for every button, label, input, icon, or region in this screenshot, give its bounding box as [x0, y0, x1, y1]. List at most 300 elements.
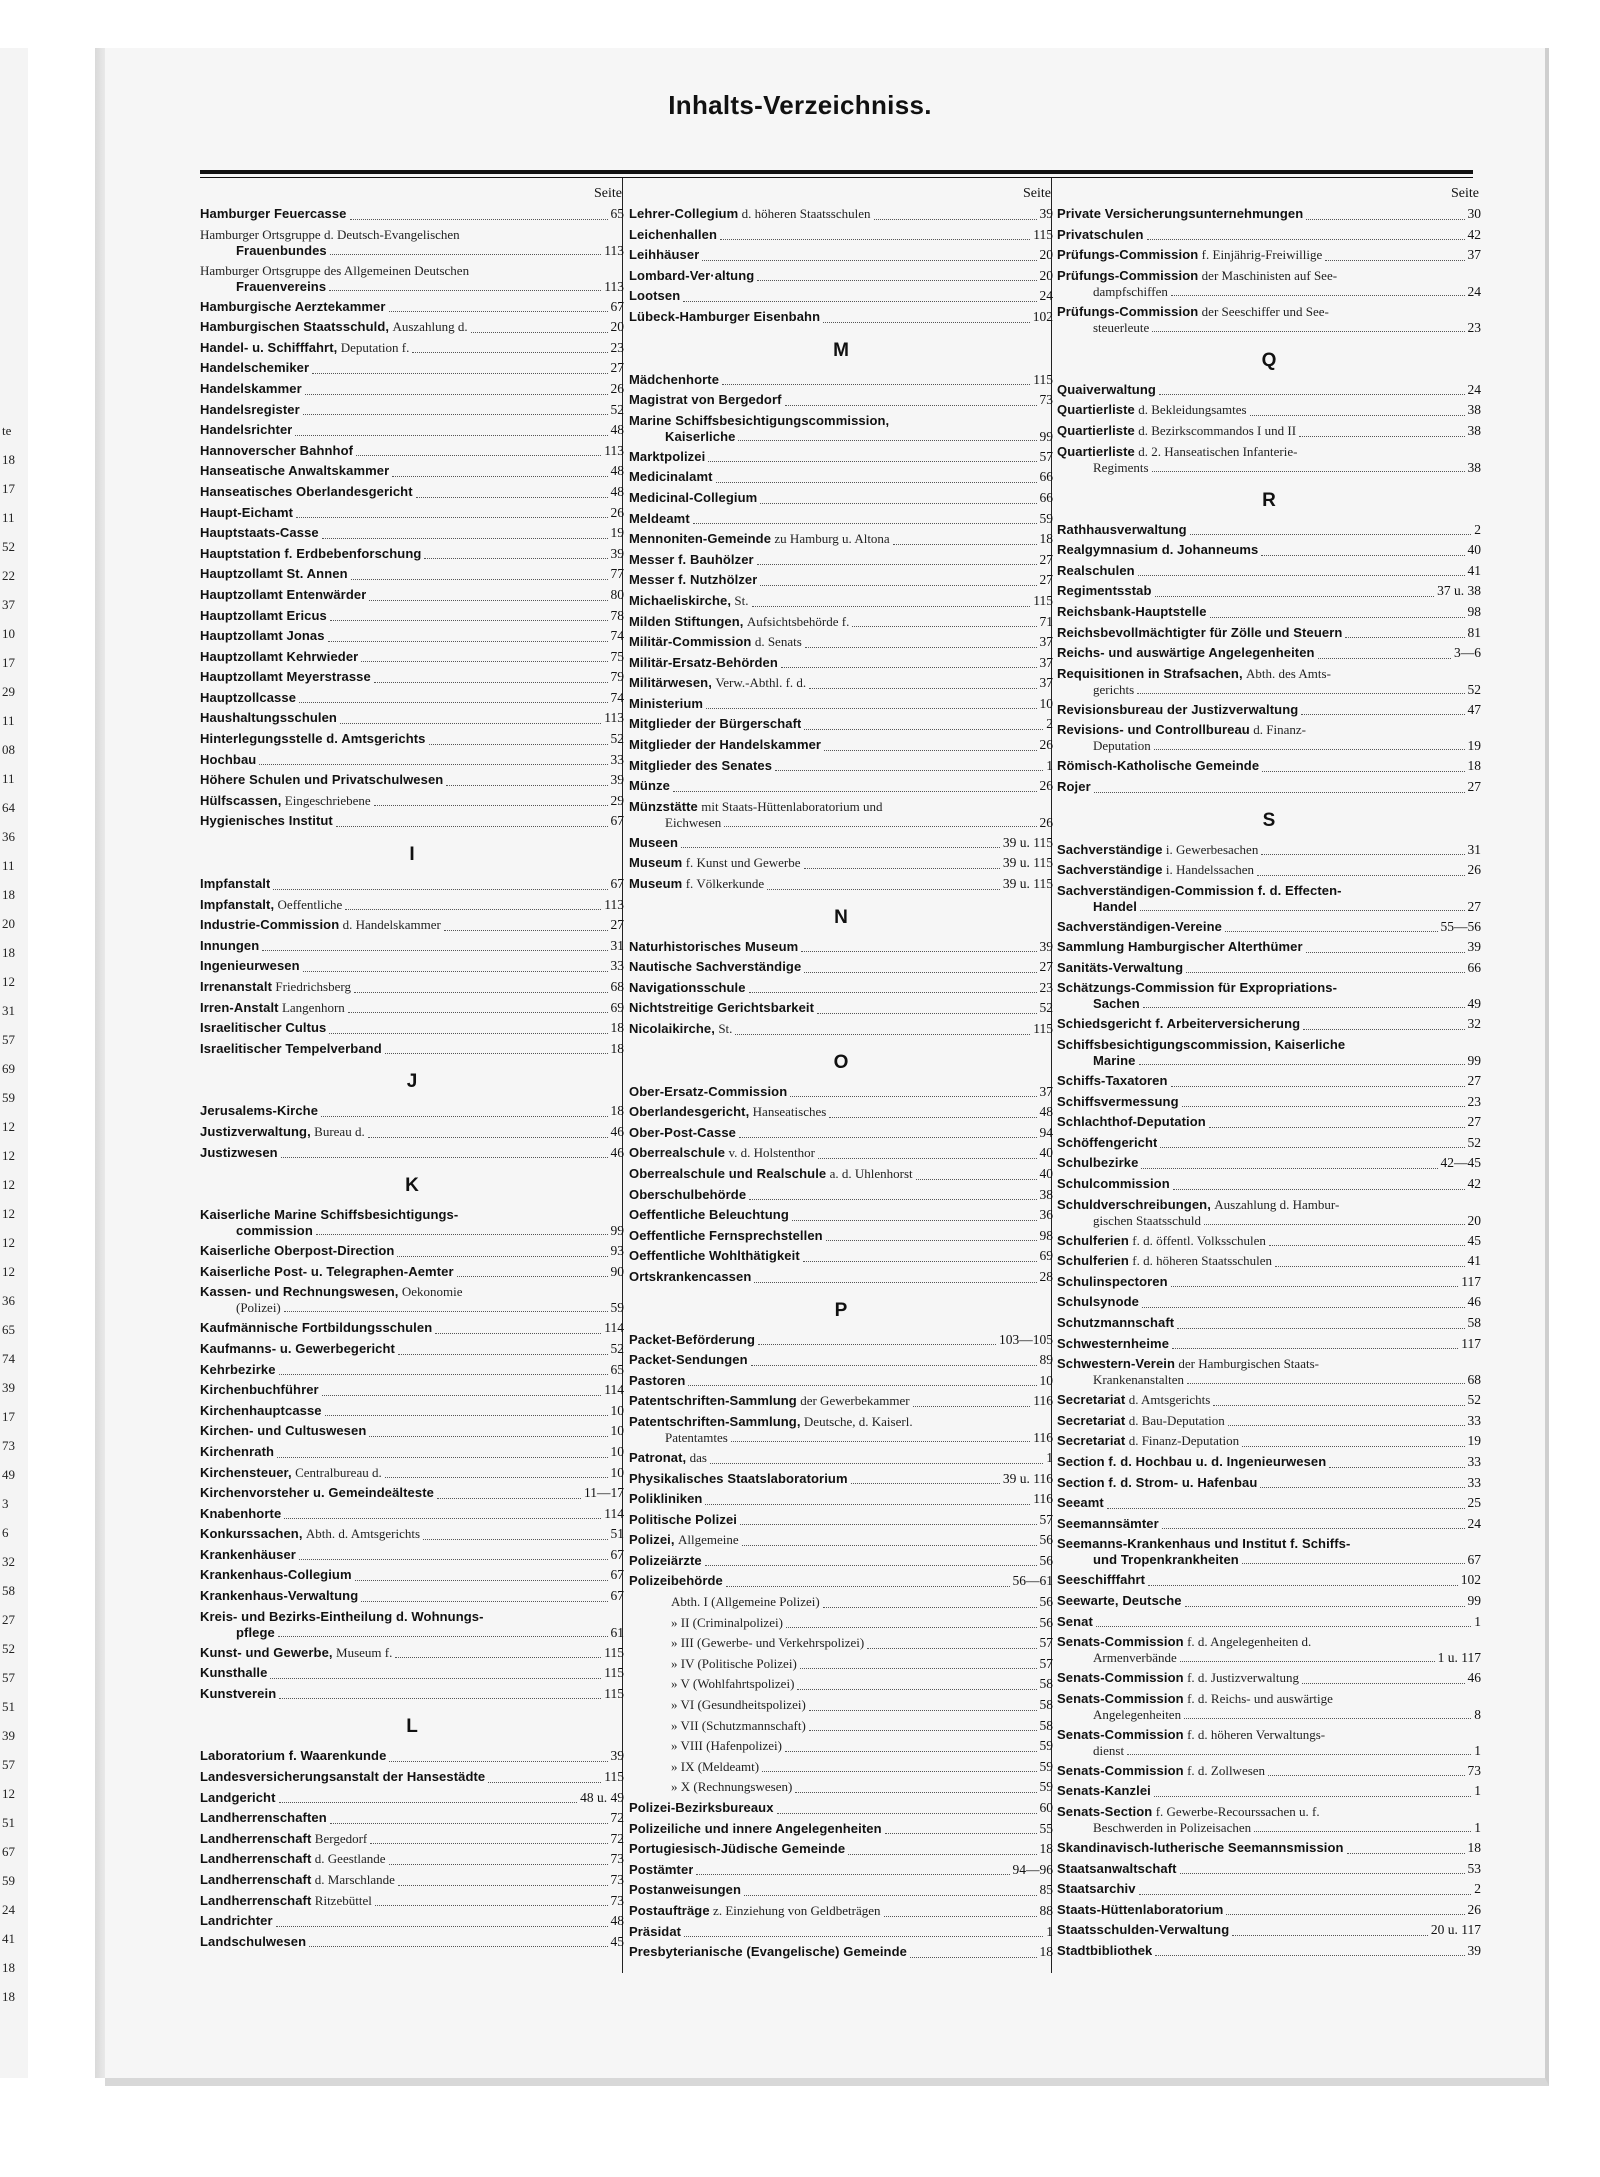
- margin-number: 73: [2, 1438, 15, 1453]
- index-entry: [200, 626, 624, 647]
- margin-number: 59: [2, 1873, 15, 1888]
- entry-detail: » III (Gewerbe- und Verkehrspolizei): [671, 1635, 865, 1651]
- entry-text: [1057, 1493, 1104, 1514]
- index-entry: [629, 673, 1053, 694]
- page-number: 11—17: [584, 1485, 624, 1501]
- dot-leader: [435, 1333, 601, 1334]
- entry-detail: d. Geestlande: [314, 1851, 386, 1867]
- index-entry: [1057, 1195, 1481, 1231]
- index-entry: [200, 1101, 624, 1122]
- entry-detail: dienst: [1093, 1742, 1125, 1758]
- index-entry: [1057, 1570, 1481, 1591]
- dot-leader: [374, 682, 608, 683]
- entry-keyword: Oeffentliche Fernsprechstellen: [629, 1227, 823, 1243]
- entry-line-2: [1057, 682, 1481, 698]
- dot-leader: [1242, 1446, 1464, 1447]
- margin-number: 31: [2, 1003, 15, 1018]
- entry-detail: Deputation f.: [340, 339, 410, 355]
- entry-keyword: Leichenhallen: [629, 226, 717, 242]
- entry-detail: i. Handelssachen: [1165, 862, 1255, 878]
- entry-text: [200, 564, 348, 585]
- entry-keyword: Höhere Schulen und Privatschulwesen: [200, 772, 444, 788]
- entry-line-1: [1057, 1727, 1481, 1743]
- entry-line-2: [1057, 1743, 1481, 1759]
- dot-leader: [760, 503, 1036, 504]
- page-number: 59: [610, 1300, 624, 1316]
- index-entry: [200, 1442, 624, 1463]
- index-entry: [1057, 1802, 1481, 1838]
- dot-leader: [1094, 792, 1465, 793]
- entry-keyword: Museum: [629, 855, 683, 871]
- section-letter: Q: [1261, 349, 1277, 371]
- page-number: 114: [604, 1320, 624, 1336]
- entry-text: [1057, 1859, 1177, 1880]
- entry-text: [1057, 540, 1258, 561]
- page-number: 47: [1467, 701, 1481, 717]
- page-number: 115: [1033, 1021, 1053, 1036]
- dot-leader: [1152, 331, 1464, 332]
- page-number: 10: [610, 1423, 624, 1439]
- dot-leader: [705, 1565, 1037, 1566]
- entry-detail: Hamburger Ortsgruppe des Allgemeinen Deutschen: [200, 262, 470, 278]
- entry-keyword: Militärwesen,: [629, 675, 712, 691]
- index-entry: [629, 1391, 1053, 1412]
- entry-text: [1057, 1431, 1239, 1452]
- entry-keyword: Kreis- und Bezirks-Eintheilung d. Wohnungs-: [200, 1608, 484, 1624]
- index-entry: [1057, 266, 1481, 302]
- dot-leader: [299, 702, 607, 703]
- index-entry: [629, 1469, 1053, 1490]
- entry-text: [200, 1767, 485, 1788]
- entry-line-2: [200, 243, 624, 259]
- entry-detail: gischen Staatsschuld: [1093, 1212, 1201, 1228]
- entry-detail: z. Einziehung von Geldbeträgen: [713, 1902, 881, 1918]
- index-entry: [629, 1571, 1053, 1592]
- entry-keyword: Hauptzollamt Ericus: [200, 607, 327, 623]
- dot-leader: [330, 620, 608, 621]
- dot-leader: [412, 352, 607, 353]
- dot-leader: [444, 930, 608, 931]
- page-number: 2: [1474, 1881, 1481, 1897]
- margin-number: 17: [2, 481, 15, 496]
- entry-text: [200, 1643, 392, 1664]
- dot-leader: [893, 544, 1037, 545]
- entry-keyword: Frauenbundes: [236, 242, 327, 258]
- entry-text: [629, 1391, 910, 1412]
- entry-detail: f. Kunst und Gewerbe: [685, 855, 801, 871]
- entry-text: [1057, 1411, 1225, 1432]
- dot-leader: [797, 1689, 1036, 1690]
- section-letter: N: [834, 906, 848, 928]
- index-entry: [200, 1607, 624, 1643]
- index-entry: [1057, 840, 1481, 861]
- index-entry: [629, 1654, 1053, 1675]
- entry-text: [200, 204, 347, 225]
- entry-keyword: Physikalisches Staatslaboratorium: [629, 1470, 848, 1486]
- entry-keyword: Kirchensteuer,: [200, 1464, 292, 1480]
- entry-keyword: Kirchenrath: [200, 1443, 275, 1459]
- page-number: 27: [1467, 1073, 1481, 1089]
- entry-keyword: Kunst- und Gewerbe,: [200, 1644, 333, 1660]
- entry-keyword: Ortskrankencassen: [629, 1268, 752, 1284]
- entry-keyword: Milden Stiftungen,: [629, 613, 744, 629]
- entry-keyword: Industrie-Commission: [200, 917, 340, 933]
- page-number: 46: [610, 1123, 624, 1139]
- page-number: 27: [1039, 959, 1053, 975]
- entry-detail: » VI (Gesundheitspolizei): [671, 1697, 806, 1713]
- entry-text: [629, 937, 798, 958]
- entry-keyword: Schulcommission: [1057, 1176, 1170, 1192]
- page-number: 59: [1039, 1779, 1053, 1795]
- entry-text: [200, 1483, 434, 1504]
- entry-keyword: Lehrer-Collegium: [629, 206, 739, 221]
- entry-text: [629, 1510, 737, 1531]
- dot-leader: [1261, 854, 1464, 855]
- dot-leader: [818, 1158, 1037, 1159]
- entry-text: [629, 612, 849, 633]
- page-number: 102: [1032, 308, 1053, 324]
- page-number: 26: [1467, 1901, 1481, 1917]
- dot-leader: [804, 729, 1043, 730]
- entry-text: [629, 1123, 736, 1144]
- entry-keyword: Hinterlegungsstelle d. Amtsgerichts: [200, 731, 426, 747]
- index-entry: [1057, 1689, 1481, 1725]
- entry-keyword: Mitglieder der Handelskammer: [629, 737, 822, 753]
- page-number: 52: [1467, 1134, 1481, 1150]
- index-entry: [629, 1102, 1053, 1123]
- page-number: 117: [1461, 1335, 1481, 1351]
- index-entry: [1057, 1112, 1481, 1133]
- entry-keyword: Haupt-Eichamt: [200, 504, 294, 520]
- dot-leader: [1138, 575, 1465, 576]
- entry-keyword: Sachverständige: [1057, 841, 1163, 857]
- dot-leader: [279, 1802, 578, 1803]
- entry-text: [200, 811, 333, 832]
- entry-text: [1057, 204, 1303, 225]
- entry-detail: v. d. Holstenthor: [728, 1145, 815, 1161]
- page-number: 48: [610, 422, 624, 438]
- entry-keyword: Requisitionen in Strafsachen,: [1057, 665, 1243, 681]
- page-number: 26: [1039, 778, 1053, 794]
- entry-text: [629, 488, 757, 509]
- entry-detail: d. Marschlande: [314, 1872, 395, 1887]
- page-number: 74: [610, 689, 624, 705]
- dot-leader: [683, 301, 1036, 302]
- dot-leader: [259, 764, 607, 765]
- dot-leader: [1306, 952, 1465, 953]
- entry-detail: d. 2. Hanseatischen Infanterie-: [1138, 443, 1298, 459]
- entry-keyword: Militär-Commission: [629, 634, 752, 650]
- page-number: 57: [1039, 1511, 1053, 1527]
- dot-leader: [1325, 260, 1464, 261]
- entry-line-2: [1057, 284, 1481, 300]
- entry-keyword: Schwesternheime: [1057, 1335, 1170, 1351]
- index-entry: [200, 1122, 624, 1143]
- entry-keyword: Sachverständigen-Vereine: [1057, 918, 1222, 934]
- entry-keyword: Quartierliste: [1057, 402, 1135, 418]
- dot-leader: [398, 1354, 608, 1355]
- index-entry: [200, 1360, 624, 1381]
- dot-leader: [716, 482, 1037, 483]
- entry-line-1: [629, 1414, 1053, 1430]
- index-entry: [200, 1891, 624, 1912]
- entry-keyword: Irrenanstalt: [200, 979, 273, 994]
- page-number: 113: [604, 242, 624, 258]
- page-number: 18: [1039, 1944, 1053, 1960]
- margin-number: 24: [2, 1902, 15, 1917]
- index-entry: [200, 1767, 624, 1788]
- page-number: 93: [610, 1243, 624, 1259]
- page-number: 68: [1467, 1372, 1481, 1388]
- dot-leader: [429, 744, 608, 745]
- page-number: 88: [1039, 1902, 1053, 1918]
- index-entry: [1057, 1071, 1481, 1092]
- index-entry: [629, 612, 1053, 633]
- entry-text: [1057, 1133, 1157, 1154]
- entry-keyword: Postaufträge: [629, 1902, 710, 1918]
- dot-leader: [874, 219, 1037, 220]
- entry-detail: Eingeschriebene: [284, 792, 371, 808]
- margin-number: 52: [2, 539, 15, 554]
- index-entry: [629, 1901, 1053, 1922]
- index-entry: [200, 956, 624, 977]
- entry-keyword: Reichsbank-Hauptstelle: [1057, 603, 1207, 619]
- entry-keyword: pflege: [236, 1624, 275, 1640]
- entry-keyword: Oberschulbehörde: [629, 1186, 747, 1202]
- entry-keyword: Senats-Commission: [1057, 1670, 1184, 1686]
- dot-leader: [801, 951, 1036, 952]
- dot-leader: [356, 455, 601, 456]
- entry-text: [200, 1891, 372, 1912]
- dot-leader: [749, 992, 1037, 993]
- page-number: 115: [1033, 226, 1053, 242]
- entry-text: [629, 776, 670, 797]
- entry-keyword: Laboratorium f. Waarenkunde: [200, 1748, 387, 1764]
- index-entry: [1057, 1092, 1481, 1113]
- page-number: 58: [1039, 1717, 1053, 1733]
- dot-leader: [1187, 1383, 1465, 1384]
- index-entry: [1057, 1452, 1481, 1473]
- dot-leader: [1141, 1168, 1437, 1169]
- dot-leader: [724, 826, 1036, 827]
- dot-leader: [852, 626, 1036, 627]
- index-entry: [629, 1267, 1053, 1288]
- entry-text: [629, 1942, 907, 1963]
- page-number: 10: [1039, 1372, 1053, 1388]
- entry-detail: d. Bau-Deputation: [1128, 1412, 1225, 1428]
- index-entry: [629, 1674, 1053, 1695]
- entry-text: [1057, 1313, 1174, 1334]
- page-number: 115: [604, 1769, 624, 1785]
- index-column-2: [629, 184, 1053, 1963]
- entry-text: [1057, 400, 1247, 421]
- dot-leader: [693, 523, 1037, 524]
- entry-keyword: Prüfungs-Commission: [1057, 303, 1199, 319]
- entry-text: [200, 544, 421, 565]
- section-letter: K: [405, 1175, 419, 1197]
- entry-text: [629, 853, 801, 874]
- seite-header: Seite: [1451, 186, 1479, 201]
- entry-text: [200, 400, 300, 421]
- dot-leader: [389, 1761, 607, 1762]
- entry-keyword: Ober-Ersatz-Commission: [629, 1083, 788, 1099]
- dot-leader: [374, 805, 608, 806]
- dot-leader: [1329, 1467, 1464, 1468]
- entry-detail: » V (Wohlfahrtspolizei): [671, 1676, 795, 1692]
- index-entry: [200, 1504, 624, 1525]
- dot-leader: [762, 1771, 1036, 1772]
- entry-text: [200, 956, 300, 977]
- entry-text: [200, 626, 325, 647]
- entry-text: [671, 1777, 792, 1798]
- entry-keyword: Landschulwesen: [200, 1933, 307, 1949]
- entry-text: [200, 688, 296, 709]
- index-entry: [200, 338, 624, 359]
- section-letter: P: [834, 1299, 848, 1321]
- entry-line-1: [200, 1207, 624, 1223]
- dot-leader: [885, 1833, 1037, 1834]
- entry-keyword: Staats-Hüttenlaboratorium: [1057, 1901, 1224, 1917]
- entry-detail: Ritzebüttel: [314, 1892, 372, 1908]
- entry-keyword: Schiffs-Taxatoren: [1057, 1073, 1168, 1089]
- margin-number: 10: [2, 626, 15, 641]
- page-number: 53: [1467, 1860, 1481, 1876]
- index-entry: [200, 379, 624, 400]
- dot-leader: [684, 1936, 1043, 1937]
- dot-leader: [330, 1823, 608, 1824]
- page-number: 40: [1039, 1145, 1053, 1161]
- entry-text: [1057, 245, 1322, 266]
- dot-leader: [851, 1483, 1000, 1484]
- page-number: 55—56: [1440, 918, 1481, 934]
- index-entry: [629, 488, 1053, 509]
- page-number: 48 u. 49: [580, 1789, 624, 1805]
- dot-leader: [1155, 596, 1435, 597]
- entry-detail: f. d. höheren Verwaltungs-: [1187, 1726, 1326, 1742]
- entry-text: [629, 1371, 685, 1392]
- page-number: 58: [1039, 1697, 1053, 1713]
- page-number: 52: [1039, 1000, 1053, 1016]
- index-entry: [1057, 1272, 1481, 1293]
- entry-keyword: Handelskammer: [200, 380, 302, 396]
- index-entry: [1057, 1014, 1481, 1035]
- margin-number: 27: [2, 1612, 15, 1627]
- index-entry: [1057, 520, 1481, 541]
- page-number: 40: [1039, 1165, 1053, 1181]
- entry-text: [671, 1716, 806, 1737]
- dot-leader: [1160, 1147, 1464, 1148]
- page-number: 3—6: [1454, 645, 1481, 661]
- dot-leader: [757, 280, 1036, 281]
- page-number: 42—45: [1440, 1155, 1481, 1171]
- index-entry: [200, 585, 624, 606]
- page-number: 59: [1039, 1738, 1053, 1754]
- page-number: 24: [1467, 1515, 1481, 1531]
- seite-header: Seite: [1023, 186, 1051, 201]
- entry-keyword: Medicinal-Collegium: [629, 489, 758, 505]
- entry-line-2: [1057, 1820, 1481, 1836]
- page-number: 73: [610, 1851, 624, 1867]
- dot-leader: [785, 405, 1037, 406]
- entry-detail: » IX (Meldeamt): [671, 1758, 760, 1774]
- dot-leader: [1209, 1127, 1465, 1128]
- dot-leader: [322, 538, 608, 539]
- entry-text: [200, 1143, 278, 1164]
- entry-text: [1057, 1112, 1206, 1133]
- index-entry: [200, 1565, 624, 1586]
- margin-number: 39: [2, 1380, 15, 1395]
- index-entry: [1057, 1725, 1481, 1761]
- dot-leader: [322, 1395, 602, 1396]
- dot-leader: [277, 1457, 607, 1458]
- entry-detail: Patentamtes: [665, 1429, 728, 1445]
- page-number: 56—61: [1012, 1573, 1053, 1589]
- entry-keyword: Justizverwaltung,: [200, 1123, 311, 1139]
- entry-keyword: Kaufmännische Fortbildungsschulen: [200, 1320, 433, 1336]
- entry-text: [1057, 1153, 1138, 1174]
- page-number: 39: [610, 772, 624, 788]
- index-entry: [1057, 700, 1481, 721]
- margin-number: 6: [2, 1525, 9, 1540]
- entry-keyword: Schulinspectoren: [1057, 1273, 1168, 1289]
- entry-detail: Bergedorf: [314, 1830, 368, 1846]
- entry-text: [629, 1246, 800, 1267]
- dot-leader: [823, 322, 1030, 323]
- margin-number: 11: [2, 858, 15, 873]
- entry-text: [200, 1586, 358, 1607]
- index-entry: [629, 1613, 1053, 1634]
- entry-keyword: Schlachthof-Deputation: [1057, 1114, 1206, 1130]
- page-number: 36: [1039, 1207, 1053, 1223]
- page-number: 38: [1039, 1186, 1053, 1202]
- entry-keyword: Münze: [629, 778, 670, 794]
- page-number: 78: [610, 607, 624, 623]
- index-entry: [200, 874, 624, 895]
- entry-text: [629, 957, 801, 978]
- dot-leader: [1261, 555, 1464, 556]
- index-entry: [629, 1922, 1053, 1943]
- index-entry: [200, 667, 624, 688]
- page-number: 23: [1467, 319, 1481, 335]
- margin-number: 51: [2, 1699, 15, 1714]
- page-number: 42: [1467, 226, 1481, 242]
- index-entry: [1057, 1920, 1481, 1941]
- page-number: 39: [610, 545, 624, 561]
- page-number: 30: [1467, 206, 1481, 221]
- page-number: 27: [1467, 778, 1481, 794]
- entry-keyword: Staatsschulden-Verwaltung: [1057, 1922, 1230, 1938]
- dot-leader: [1257, 875, 1464, 876]
- entry-text: [200, 750, 256, 771]
- entry-detail: Centralbureau d.: [295, 1464, 382, 1480]
- entry-text: [1057, 520, 1187, 541]
- entry-text: [1057, 1473, 1257, 1494]
- entry-detail: » II (Criminalpolizei): [671, 1614, 783, 1630]
- page-number: 18: [1467, 758, 1481, 774]
- entry-text: [200, 1565, 352, 1586]
- entry-text: [200, 1911, 273, 1932]
- entry-text: [629, 1185, 746, 1206]
- index-entry: [1057, 1859, 1481, 1880]
- entry-keyword: Landgericht: [200, 1789, 276, 1805]
- entry-text: [629, 1102, 826, 1123]
- entry-keyword: Polizeiliche und innere Angelegenheiten: [629, 1820, 882, 1836]
- entry-keyword: Prüfungs-Commission: [1057, 247, 1199, 263]
- margin-number: 11: [2, 713, 15, 728]
- entry-keyword: Kirchen- und Cultuswesen: [200, 1423, 367, 1439]
- entry-text: [1057, 643, 1315, 664]
- dot-leader: [1232, 1935, 1428, 1936]
